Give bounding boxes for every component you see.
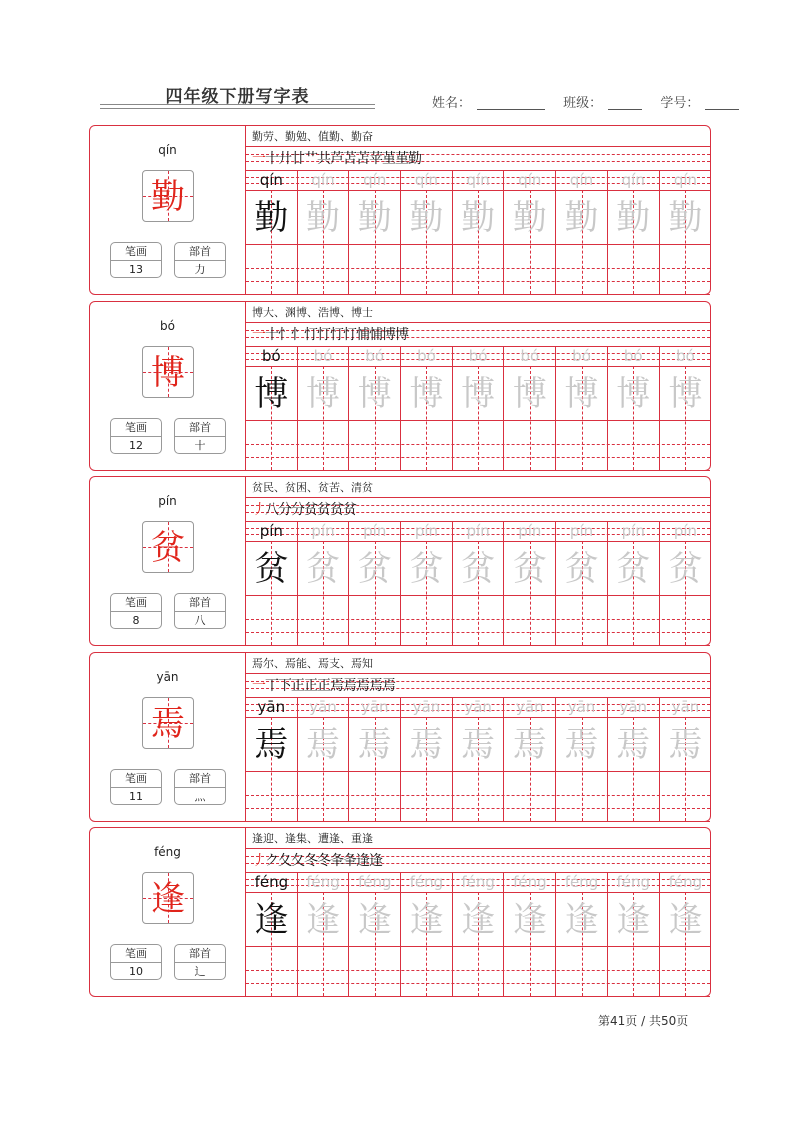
radical-value: 八 <box>194 614 206 627</box>
stroke-step: 逢 <box>356 853 369 869</box>
stroke-step: 焉 <box>382 678 395 694</box>
stroke-step: ク <box>265 853 278 869</box>
stroke-step: 正 <box>291 678 304 694</box>
stroke-step: 忄 <box>278 327 291 343</box>
stroke-count-box <box>110 242 162 278</box>
stroke-step: 夆 <box>330 853 343 869</box>
practice-cell[interactable] <box>401 872 453 996</box>
cell-pinyin: bó <box>520 347 540 365</box>
character-pinyin: pín <box>158 494 177 508</box>
cell-character: 焉 <box>306 725 341 765</box>
practice-cell[interactable] <box>349 521 401 645</box>
cell-character: 贫 <box>357 549 392 589</box>
practice-cell[interactable] <box>608 697 660 821</box>
stroke-step: 贫 <box>330 502 343 518</box>
stroke-count-value: 12 <box>129 439 143 452</box>
practice-cell[interactable] <box>505 170 557 294</box>
cell-pinyin: yān <box>360 698 389 716</box>
cell-pinyin: yān <box>257 698 286 716</box>
stroke-count-value: 11 <box>129 790 143 803</box>
cell-pinyin: pín <box>259 522 283 540</box>
practice-panel <box>246 126 710 294</box>
stroke-step: 下 <box>278 678 291 694</box>
cell-character: 勤 <box>461 198 496 238</box>
practice-cell[interactable] <box>660 697 712 821</box>
stroke-step: 丿 <box>252 502 265 518</box>
practice-cell[interactable] <box>298 872 350 996</box>
practice-grid <box>246 521 710 645</box>
stroke-step: 博 <box>382 327 395 343</box>
number-blank[interactable] <box>705 96 739 110</box>
stroke-step: 贫 <box>304 502 317 518</box>
cell-pinyin: yān <box>412 698 441 716</box>
stroke-step: 共 <box>317 151 330 167</box>
cell-pinyin: qín <box>621 171 645 189</box>
practice-cell[interactable] <box>401 697 453 821</box>
cell-character: 博 <box>616 374 651 414</box>
row-divider <box>246 146 710 147</box>
stroke-step: 贫 <box>317 502 330 518</box>
stroke-step: 丿 <box>252 853 265 869</box>
cell-character: 焉 <box>357 725 392 765</box>
cell-pinyin: qín <box>569 171 594 189</box>
stroke-step: 夆 <box>343 853 356 869</box>
stroke-count-label: 笔画 <box>111 419 161 437</box>
stroke-step: 夂 <box>278 853 291 869</box>
cell-pinyin: yān <box>671 698 700 716</box>
stroke-order <box>252 852 382 870</box>
practice-cell[interactable] <box>453 346 505 470</box>
stroke-step: 悑 <box>356 327 369 343</box>
number-label: 学号： <box>660 96 700 111</box>
radical-label: 部首 <box>175 770 225 788</box>
practice-cell[interactable] <box>660 346 712 470</box>
cell-character: 逢 <box>357 900 392 940</box>
name-label: 姓名： <box>432 96 472 111</box>
cell-character: 焉 <box>564 725 599 765</box>
character-glyph: 焉 <box>151 704 185 744</box>
cell-pinyin: féng <box>616 873 650 891</box>
cell-pinyin: yān <box>567 698 596 716</box>
cell-character: 博 <box>409 374 444 414</box>
cell-character: 博 <box>668 374 703 414</box>
cell-pinyin: féng <box>461 873 495 891</box>
stroke-step: 一 <box>252 151 265 167</box>
radical-value: 力 <box>194 263 206 276</box>
character-card <box>89 652 711 822</box>
example-words: 博大、渊博、浩博、博士 <box>252 306 373 319</box>
radical-box <box>174 769 226 805</box>
cell-pinyin: qín <box>466 171 490 189</box>
stroke-count-box <box>110 769 162 805</box>
cell-character: 逢 <box>306 900 341 940</box>
character-card <box>89 125 711 295</box>
title-underline <box>100 104 375 109</box>
stroke-step: 正 <box>317 678 330 694</box>
radical-label: 部首 <box>175 945 225 963</box>
practice-cell[interactable] <box>298 697 350 821</box>
cell-pinyin: bó <box>365 347 385 365</box>
cell-pinyin: féng <box>254 873 289 891</box>
practice-cell[interactable] <box>401 521 453 645</box>
practice-cell[interactable] <box>246 872 298 996</box>
practice-grid <box>246 170 710 294</box>
practice-cell[interactable] <box>556 346 608 470</box>
cell-character: 勤 <box>357 198 392 238</box>
character-pinyin: qín <box>158 143 177 157</box>
cell-character: 焉 <box>668 725 703 765</box>
cell-character: 勤 <box>254 198 289 238</box>
cell-character: 贫 <box>564 549 599 589</box>
stroke-step: 廿 <box>291 151 304 167</box>
cell-character: 勤 <box>668 198 703 238</box>
cell-pinyin: bó <box>572 347 591 365</box>
cell-pinyin: qín <box>363 171 387 189</box>
stroke-count-label: 笔画 <box>111 945 161 963</box>
character-info-panel <box>90 653 246 821</box>
stroke-order <box>252 150 421 168</box>
stroke-step: 忊 <box>304 327 317 343</box>
practice-cell[interactable] <box>556 521 608 645</box>
stroke-step: 冬 <box>304 853 317 869</box>
practice-cell[interactable] <box>505 346 557 470</box>
stroke-step: 堇 <box>382 151 395 167</box>
radical-box <box>174 242 226 278</box>
cell-character: 博 <box>306 374 341 414</box>
stroke-step: 焉 <box>356 678 369 694</box>
cell-pinyin: bó <box>417 347 436 365</box>
cell-pinyin: yān <box>309 698 337 716</box>
character-display-box <box>142 170 194 222</box>
practice-panel <box>246 828 710 996</box>
practice-cell[interactable] <box>608 170 660 294</box>
stroke-step: 堇 <box>395 151 408 167</box>
practice-cell[interactable] <box>505 697 557 821</box>
practice-cell[interactable] <box>608 346 660 470</box>
cell-pinyin: féng <box>564 873 599 891</box>
practice-cell[interactable] <box>349 872 401 996</box>
stroke-count-box <box>110 418 162 454</box>
cell-pinyin: qín <box>259 171 283 189</box>
cell-pinyin: pín <box>414 522 439 540</box>
stroke-count-box <box>110 593 162 629</box>
cell-character: 焉 <box>512 725 547 765</box>
cell-character: 博 <box>254 374 289 414</box>
cell-pinyin: qín <box>673 171 698 189</box>
grid-line <box>246 294 710 295</box>
stroke-count-label: 笔画 <box>111 594 161 612</box>
stroke-step: 逢 <box>369 853 382 869</box>
character-display-box <box>142 872 194 924</box>
practice-cell[interactable] <box>660 521 712 645</box>
class-blank[interactable] <box>608 96 642 110</box>
stroke-step: 苹 <box>369 151 382 167</box>
stroke-step: 忊 <box>317 327 330 343</box>
practice-cell[interactable] <box>505 872 557 996</box>
cell-pinyin: yān <box>619 698 648 716</box>
example-words: 贫民、贫困、贫苦、清贫 <box>252 481 373 494</box>
practice-cell[interactable] <box>349 170 401 294</box>
stroke-order <box>252 501 356 519</box>
stroke-step: 焉 <box>369 678 382 694</box>
practice-cell[interactable] <box>660 170 712 294</box>
practice-cell[interactable] <box>608 872 660 996</box>
character-pinyin: bó <box>160 319 175 333</box>
practice-cell[interactable] <box>453 170 505 294</box>
cell-character: 焉 <box>616 725 651 765</box>
practice-cell[interactable] <box>246 346 298 470</box>
cell-pinyin: yān <box>464 698 492 716</box>
radical-label: 部首 <box>175 243 225 261</box>
example-words: 勤劳、勤勉、值勤、勤奋 <box>252 130 373 143</box>
cell-character: 贫 <box>668 549 703 589</box>
row-divider <box>246 322 710 323</box>
cell-pinyin: pín <box>363 522 387 540</box>
cell-character: 博 <box>512 374 547 414</box>
practice-cell[interactable] <box>608 521 660 645</box>
stroke-step: 贫 <box>343 502 356 518</box>
practice-cell[interactable] <box>246 170 298 294</box>
radical-label: 部首 <box>175 594 225 612</box>
practice-cell[interactable] <box>298 346 350 470</box>
cell-character: 贫 <box>254 549 289 589</box>
cell-pinyin: qín <box>414 171 439 189</box>
practice-cell[interactable] <box>298 521 350 645</box>
character-display-box <box>142 697 194 749</box>
practice-panel <box>246 477 710 645</box>
grid-line <box>246 821 710 822</box>
character-pinyin: yān <box>156 670 179 684</box>
character-info-panel <box>90 828 246 996</box>
character-display-box <box>142 346 194 398</box>
cell-character: 贫 <box>409 549 444 589</box>
cell-character: 焉 <box>409 725 444 765</box>
cell-pinyin: féng <box>513 873 547 891</box>
cell-pinyin: pín <box>621 522 645 540</box>
cell-character: 博 <box>461 374 496 414</box>
cell-pinyin: qín <box>518 171 542 189</box>
practice-grid <box>246 697 710 821</box>
row-divider <box>246 848 710 849</box>
student-info-fields <box>432 92 739 111</box>
example-words: 焉尔、焉能、焉支、焉知 <box>252 657 373 670</box>
cell-character: 博 <box>564 374 599 414</box>
stroke-step: 博 <box>395 327 408 343</box>
stroke-step: 十 <box>265 327 278 343</box>
stroke-step: 一 <box>252 678 265 694</box>
radical-box <box>174 593 226 629</box>
stroke-step: 十 <box>265 151 278 167</box>
character-card <box>89 476 711 646</box>
cell-pinyin: féng <box>668 873 703 891</box>
cell-character: 逢 <box>409 900 444 940</box>
stroke-step: 夂 <box>291 853 304 869</box>
grid-line <box>246 645 710 646</box>
character-card <box>89 827 711 997</box>
cell-character: 勤 <box>616 198 651 238</box>
stroke-step: 忄 <box>291 327 304 343</box>
cell-character: 勤 <box>306 198 341 238</box>
cell-pinyin: féng <box>306 873 340 891</box>
row-divider <box>246 673 710 674</box>
cell-pinyin: féng <box>409 873 444 891</box>
stroke-step: 苫 <box>356 151 369 167</box>
grid-line <box>246 996 710 997</box>
cell-pinyin: bó <box>468 347 488 365</box>
stroke-step: 丅 <box>265 678 278 694</box>
cell-character: 贫 <box>616 549 651 589</box>
cell-character: 逢 <box>616 900 651 940</box>
practice-cell[interactable] <box>401 170 453 294</box>
practice-panel <box>246 302 710 470</box>
stroke-step: 芦 <box>330 151 343 167</box>
radical-value: 辶 <box>194 965 206 978</box>
stroke-step: 勤 <box>408 151 421 167</box>
cell-character: 勤 <box>512 198 547 238</box>
practice-cell[interactable] <box>453 697 505 821</box>
cell-pinyin: pín <box>311 522 335 540</box>
stroke-step: 焉 <box>343 678 356 694</box>
radical-value: 灬 <box>194 790 206 803</box>
cell-pinyin: pín <box>466 522 490 540</box>
practice-cell[interactable] <box>556 872 608 996</box>
stroke-step: 悑 <box>369 327 382 343</box>
character-info-panel <box>90 302 246 470</box>
cell-character: 博 <box>357 374 392 414</box>
practice-cell[interactable] <box>349 346 401 470</box>
stroke-count-value: 10 <box>129 965 143 978</box>
practice-cell[interactable] <box>453 872 505 996</box>
row-divider <box>246 497 710 498</box>
radical-box <box>174 944 226 980</box>
class-label: 班级： <box>563 96 603 111</box>
cell-character: 逢 <box>461 900 496 940</box>
practice-cell[interactable] <box>298 170 350 294</box>
cell-character: 逢 <box>254 900 289 940</box>
cell-pinyin: yān <box>516 698 544 716</box>
stroke-count-value: 8 <box>132 614 140 627</box>
cell-pinyin: féng <box>357 873 392 891</box>
cell-character: 焉 <box>254 725 289 765</box>
stroke-order <box>252 677 395 695</box>
practice-cell[interactable] <box>453 521 505 645</box>
radical-value: 十 <box>194 439 206 452</box>
cell-character: 贫 <box>512 549 547 589</box>
practice-cell[interactable] <box>246 697 298 821</box>
character-glyph: 博 <box>151 353 185 393</box>
stroke-count-label: 笔画 <box>111 770 161 788</box>
character-pinyin: féng <box>154 845 181 859</box>
grid-line <box>246 470 710 471</box>
cell-pinyin: pín <box>673 522 698 540</box>
stroke-order <box>252 326 408 344</box>
stroke-step: 忊 <box>343 327 356 343</box>
practice-cell[interactable] <box>660 872 712 996</box>
practice-cell[interactable] <box>505 521 557 645</box>
practice-panel <box>246 653 710 821</box>
stroke-step: 分 <box>278 502 291 518</box>
name-blank[interactable] <box>477 96 545 110</box>
cell-character: 勤 <box>564 198 599 238</box>
cell-pinyin: bó <box>676 347 695 365</box>
cell-character: 逢 <box>512 900 547 940</box>
practice-cell[interactable] <box>246 521 298 645</box>
stroke-step: 分 <box>291 502 304 518</box>
cell-pinyin: bó <box>623 347 643 365</box>
character-info-panel <box>90 477 246 645</box>
cell-pinyin: pín <box>518 522 542 540</box>
cell-pinyin: qín <box>311 171 335 189</box>
stroke-step: 正 <box>304 678 317 694</box>
stroke-step: 一 <box>252 327 265 343</box>
practice-cell[interactable] <box>556 697 608 821</box>
character-card <box>89 301 711 471</box>
character-glyph: 贫 <box>151 528 185 568</box>
cell-character: 逢 <box>668 900 703 940</box>
page-title: 四年级下册写字表 <box>165 87 310 107</box>
page-number: 第41页 / 共50页 <box>598 1014 689 1028</box>
stroke-step: 苫 <box>343 151 356 167</box>
character-info-panel <box>90 126 246 294</box>
stroke-count-label: 笔画 <box>111 243 161 261</box>
practice-cell[interactable] <box>401 346 453 470</box>
character-glyph: 勤 <box>151 177 185 217</box>
cell-character: 勤 <box>409 198 444 238</box>
character-glyph: 逢 <box>151 879 185 919</box>
radical-box <box>174 418 226 454</box>
stroke-step: 焉 <box>330 678 343 694</box>
character-display-box <box>142 521 194 573</box>
stroke-count-value: 13 <box>129 263 143 276</box>
example-words: 逢迎、逢集、遭逢、重逢 <box>252 832 373 845</box>
practice-cell[interactable] <box>556 170 608 294</box>
cell-character: 逢 <box>564 900 599 940</box>
stroke-step: 廾 <box>278 151 291 167</box>
cell-pinyin: pín <box>569 522 594 540</box>
stroke-step: 八 <box>265 502 278 518</box>
cell-character: 焉 <box>461 725 496 765</box>
stroke-count-box <box>110 944 162 980</box>
practice-grid <box>246 872 710 996</box>
cell-character: 贫 <box>461 549 496 589</box>
cell-character: 贫 <box>306 549 341 589</box>
practice-grid <box>246 346 710 470</box>
cell-pinyin: bó <box>261 347 281 365</box>
stroke-step: 冬 <box>317 853 330 869</box>
stroke-step: 艹 <box>304 151 317 167</box>
practice-cell[interactable] <box>349 697 401 821</box>
radical-label: 部首 <box>175 419 225 437</box>
stroke-step: 忊 <box>330 327 343 343</box>
cell-pinyin: bó <box>313 347 333 365</box>
